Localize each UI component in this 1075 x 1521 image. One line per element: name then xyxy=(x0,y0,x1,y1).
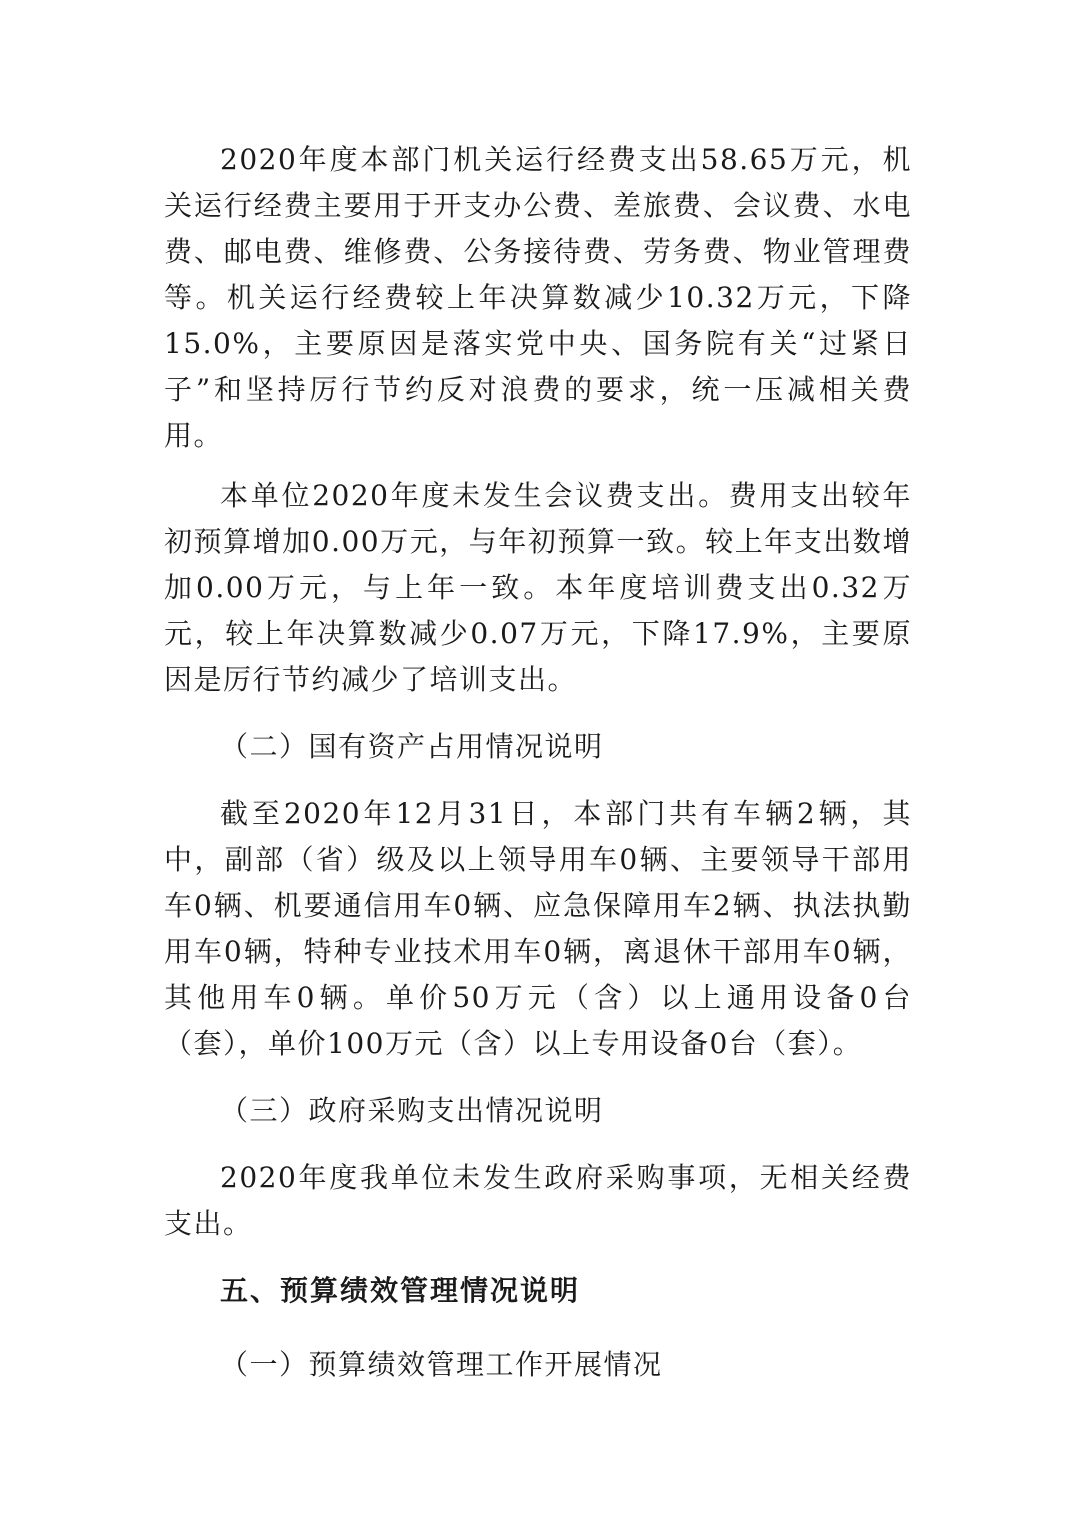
heading-government-procurement: （三）政府采购支出情况说明 xyxy=(220,1094,604,1127)
paragraph-procurement: 2020年度我单位未发生政府采购事项，无相关经费支出。 xyxy=(164,1161,912,1240)
heading-performance-work: （一）预算绩效管理工作开展情况 xyxy=(220,1348,663,1381)
heading-budget-performance: 五、预算绩效管理情况说明 xyxy=(220,1274,581,1307)
heading-state-assets: （二）国有资产占用情况说明 xyxy=(220,730,604,763)
paragraph-vehicles-equipment: 截至2020年12月31日，本部门共有车辆2辆，其中，副部（省）级及以上领导用车0辆、主要领导干部用车0辆、机要通信用车0辆、应急保障用车2辆、执法执勤用车0辆，特种专业技术用车0辆，离退休干部用车0辆，其他用车0辆。单价50万元（含）以上通用设备0台（套），单价100万元（含）以上专用设备0台（套）。 xyxy=(164,797,912,1060)
document-body xyxy=(164,137,912,1395)
paragraph-operating-expenses: 2020年度本部门机关运行经费支出58.65万元，机关运行经费主要用于开支办公费、差旅费、会议费、水电费、邮电费、维修费、公务接待费、劳务费、物业管理费等。机关运行经费较上年决算数减少10.32万元，下降15.0%，主要原因是落实党中央、国务院有关“过紧日子”和坚持厉行节约反对浪费的要求，统一压减相关费用。 xyxy=(164,143,912,452)
paragraph-meeting-training-expenses: 本单位2020年度未发生会议费支出。费用支出较年初预算增加0.00万元，与年初预算一致。较上年支出数增加0.00万元，与上年一致。本年度培训费支出0.32万元，较上年决算数减少0.07万元，下降17.9%，主要原因是厉行节约减少了培训支出。 xyxy=(164,479,912,696)
